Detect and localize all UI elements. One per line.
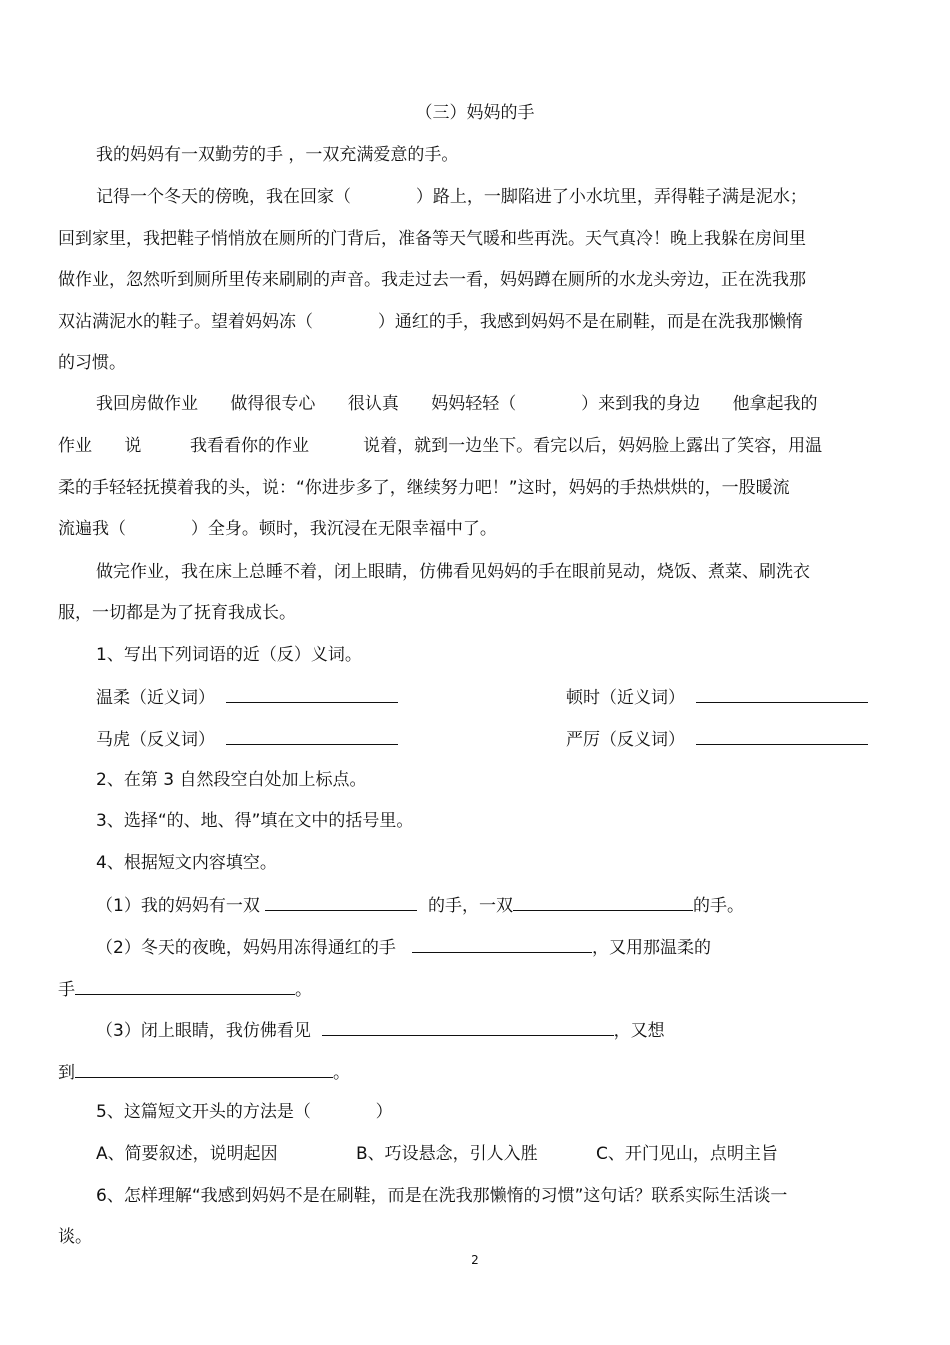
q4-1-text-a: （1）我的妈妈有一双	[96, 896, 260, 916]
q1-item-d-label: 严厉（反义词）	[566, 730, 685, 750]
q4-3-text-c: 到	[58, 1063, 75, 1083]
q1-d-answer-line[interactable]	[696, 726, 868, 745]
question-3: 3、选择“的、地、得”填在文中的括号里。	[96, 811, 414, 831]
q4-2-text-d: 。	[295, 980, 312, 1000]
q1-item-a	[96, 684, 398, 710]
q4-2-text-a: （2）冬天的夜晚，妈妈用冻得通红的手	[96, 938, 396, 958]
q4-3-blank-2[interactable]	[75, 1059, 333, 1078]
q1-item-d	[566, 726, 868, 752]
paragraph-2-line-5: 的习惯。	[58, 353, 126, 373]
paragraph-3-line-4: 流遍我（ ）全身。顿时，我沉浸在无限幸福中了。	[58, 519, 497, 539]
q4-3-text-d: 。	[333, 1063, 350, 1083]
paragraph-2-line-2: 回到家里，我把鞋子悄悄放在厕所的门背后，准备等天气暖和些再洗。天气真冷！晚上我躲在房间里	[58, 229, 806, 249]
question-5: 5、这篇短文开头的方法是（ ）	[96, 1102, 393, 1122]
page-number: 2	[471, 1253, 479, 1267]
q4-item-3	[96, 1017, 665, 1043]
paragraph-2-line-3: 做作业，忽然听到厕所里传来刷刷的声音。我走过去一看，妈妈蹲在厕所的水龙头旁边，正在洗我那	[58, 270, 806, 290]
q4-2-text-b: ，又用那温柔的	[592, 938, 712, 958]
question-6-line-2: 谈。	[58, 1227, 92, 1247]
q1-item-b-label: 顿时（近义词）	[566, 688, 685, 708]
q1-a-answer-line[interactable]	[226, 684, 398, 703]
q4-3-blank-1[interactable]	[322, 1017, 614, 1036]
q4-1-text-b: 的手，一双	[428, 896, 514, 916]
q4-1-text-c: 的手。	[693, 896, 745, 916]
question-2: 2、在第 3 自然段空白处加上标点。	[96, 770, 367, 790]
paragraph-3-line-3: 柔的手轻轻抚摸着我的头，说：“你进步多了，继续努力吧！”这时，妈妈的手热烘烘的，一股暖流	[58, 478, 790, 498]
paragraph-3-line-2: 作业 说 我看看你的作业 说着，就到一边坐下。看完以后，妈妈脸上露出了笑容，用温	[58, 436, 823, 456]
q4-2-blank-1[interactable]	[412, 934, 592, 953]
paragraph-2-line-1: 记得一个冬天的傍晚，我在回家（ ）路上，一脚陷进了小水坑里，弄得鞋子满是泥水；	[96, 187, 807, 207]
question-4: 4、根据短文内容填空。	[96, 853, 277, 873]
q4-3-text-b: ，又想	[613, 1021, 665, 1041]
paragraph-2-line-4: 双沾满泥水的鞋子。望着妈妈冻（ ）通红的手，我感到妈妈不是在刷鞋，而是在洗我那懒惰	[58, 312, 803, 332]
q1-item-a-label: 温柔（近义词）	[96, 688, 215, 708]
q4-2-text-c: 手	[58, 980, 75, 1000]
q1-item-c-label: 马虎（反义词）	[96, 730, 215, 750]
q4-2-blank-2[interactable]	[75, 976, 295, 995]
paragraph-4-line-1: 做完作业，我在床上总睡不着，闭上眼睛，仿佛看见妈妈的手在眼前晃动，烧饭、煮菜、刷洗衣	[96, 562, 810, 582]
question-1: 1、写出下列词语的近（反）义词。	[96, 645, 362, 665]
q5-option-c[interactable]: C、开门见山，点明主旨	[596, 1144, 778, 1164]
page-title: （三）妈妈的手	[415, 103, 535, 123]
paragraph-4-line-2: 服，一切都是为了抚育我成长。	[58, 603, 296, 623]
q1-c-answer-line[interactable]	[226, 726, 398, 745]
q4-item-3-cont	[58, 1059, 350, 1085]
question-6-line-1: 6、怎样理解“我感到妈妈不是在刷鞋，而是在洗我那懒惰的习惯”这句话？联系实际生活谈一	[96, 1186, 788, 1206]
q1-b-answer-line[interactable]	[696, 684, 868, 703]
q4-1-blank-2[interactable]	[513, 892, 693, 911]
q5-option-b[interactable]: B、巧设悬念，引人入胜	[356, 1144, 538, 1164]
paragraph-3-line-1: 我回房做作业 做得很专心 很认真 妈妈轻轻（ ）来到我的身边 他拿起我的	[96, 394, 818, 414]
paragraph-1: 我的妈妈有一双勤劳的手 ，一双充满爱意的手。	[96, 145, 459, 165]
q4-3-text-a: （3）闭上眼睛，我仿佛看见	[96, 1021, 311, 1041]
q4-item-2-cont	[58, 976, 312, 1002]
q4-1-blank-1[interactable]	[265, 892, 417, 911]
q5-option-a[interactable]: A、简要叙述，说明起因	[96, 1144, 278, 1164]
q1-item-b	[566, 684, 868, 710]
q1-item-c	[96, 726, 398, 752]
q4-item-1	[96, 892, 744, 918]
q4-item-2	[96, 934, 711, 960]
